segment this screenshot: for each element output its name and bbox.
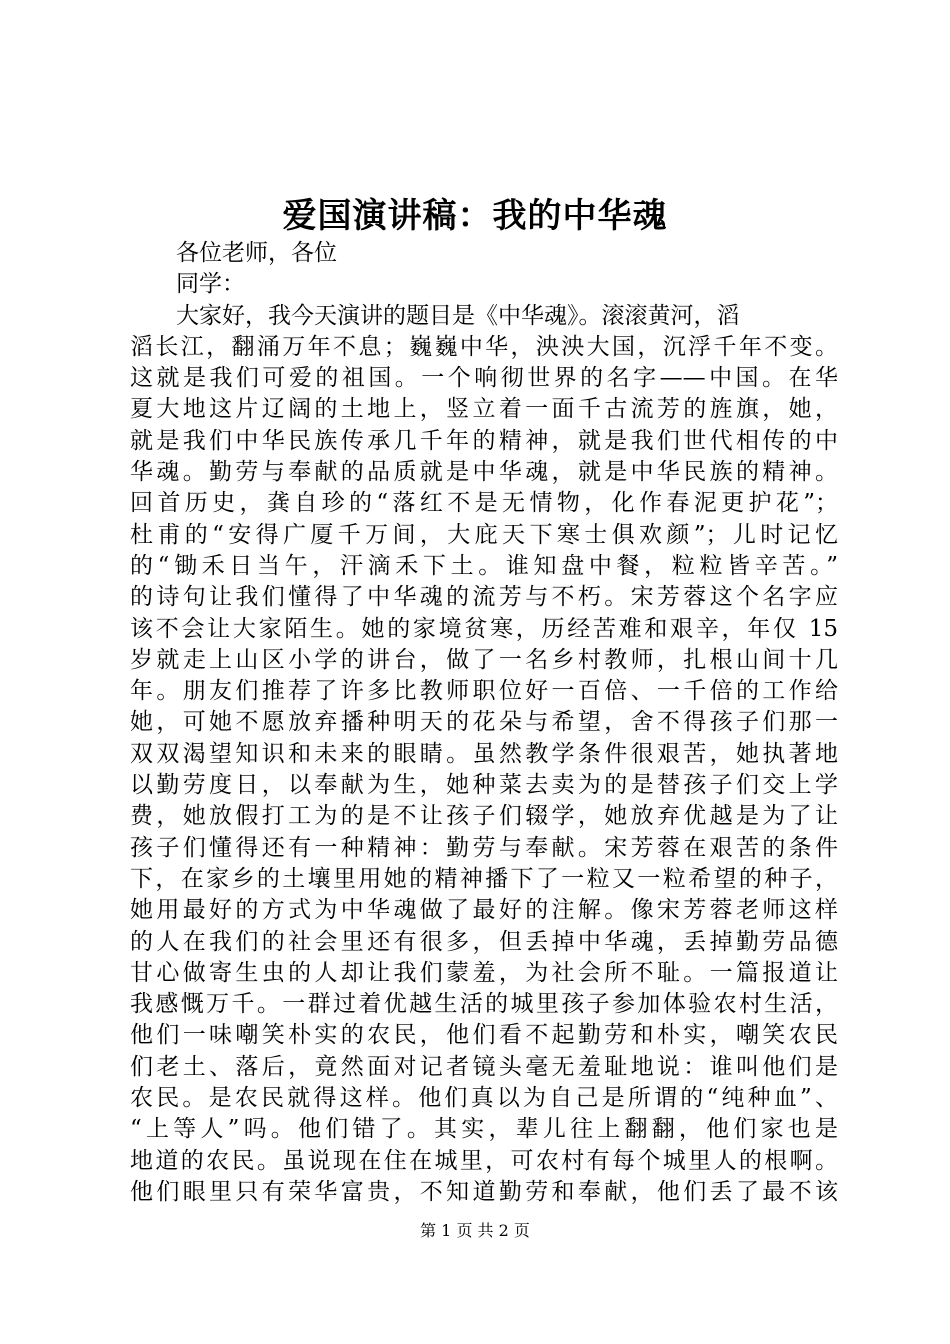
paragraph-line: 就是我们中华民族传承几千年的精神，就是我们世代相传的中 bbox=[130, 427, 838, 454]
paragraph-line: 滔长江，翻涌万年不息；巍巍中华，泱泱大国，沉浮千年不变。 bbox=[130, 333, 838, 360]
paragraph-line: 他们一味嘲笑朴实的农民，他们看不起勤劳和朴实，嘲笑农民 bbox=[130, 1022, 838, 1049]
paragraph-line: 费，她放假打工为的是不让孩子们辍学，她放弃优越是为了让 bbox=[130, 803, 838, 830]
paragraph-line: 孩子们懂得还有一种精神：勤劳与奉献。宋芳蓉在艰苦的条件 bbox=[130, 834, 838, 861]
paragraph-line: 她，可她不愿放弃播种明天的花朵与希望，舍不得孩子们那一 bbox=[130, 709, 838, 736]
paragraph-line: 的人在我们的社会里还有很多，但丢掉中华魂，丢掉勤劳品德 bbox=[130, 928, 838, 955]
paragraph-line: 华魂。勤劳与奉献的品质就是中华魂，就是中华民族的精神。 bbox=[130, 459, 838, 486]
paragraph-line: 地道的农民。虽说现在住在城里，可农村有每个城里人的根啊。 bbox=[130, 1147, 838, 1174]
paragraph-line: 以勤劳度日，以奉献为生，她种菜去卖为的是替孩子们交上学 bbox=[130, 772, 838, 799]
page-title: 爱国演讲稿：我的中华魂 bbox=[282, 196, 668, 236]
paragraph-line: 她用最好的方式为中华魂做了最好的注解。像宋芳蓉老师这样 bbox=[130, 897, 838, 924]
paragraph-line: 他们眼里只有荣华富贵，不知道勤劳和奉献，他们丢了最不该 bbox=[130, 1178, 838, 1205]
paragraph-line: 双双渴望知识和未来的眼睛。虽然教学条件很艰苦，她执著地 bbox=[130, 740, 838, 767]
paragraph-line: 杜甫的“安得广厦千万间，大庇天下寒士俱欢颜”；儿时记忆 bbox=[130, 521, 838, 548]
paragraph-line: 年。朋友们推荐了许多比教师职位好一百倍、一千倍的工作给 bbox=[130, 678, 838, 705]
salutation-line: 同学： bbox=[176, 271, 245, 298]
paragraph-line: 这就是我们可爱的祖国。一个响彻世界的名字——中国。在华 bbox=[130, 365, 838, 392]
page-footer: 第 1 页 共 2 页 bbox=[420, 1221, 530, 1240]
paragraph-line: 甘心做寄生虫的人却让我们蒙羞，为社会所不耻。一篇报道让 bbox=[130, 959, 838, 986]
salutation-line: 各位老师，各位 bbox=[176, 240, 337, 266]
paragraph-line: 该不会让大家陌生。她的家境贫寒，历经苦难和艰辛，年仅 15 bbox=[130, 615, 838, 642]
paragraph-line: 回首历史，龚自珍的“落红不是无情物，化作春泥更护花”； bbox=[130, 490, 838, 517]
paragraph-line: 的“锄禾日当午，汗滴禾下土。谁知盘中餐，粒粒皆辛苦。” bbox=[130, 552, 838, 579]
paragraph-line: 的诗句让我们懂得了中华魂的流芳与不朽。宋芳蓉这个名字应 bbox=[130, 584, 838, 611]
paragraph-line: 下，在家乡的土壤里用她的精神播下了一粒又一粒希望的种子， bbox=[130, 865, 838, 892]
paragraph-line: 们老土、落后，竟然面对记者镜头毫无羞耻地说：谁叫他们是 bbox=[130, 1053, 838, 1080]
paragraph-line: 岁就走上山区小学的讲台，做了一名乡村教师，扎根山间十几 bbox=[130, 646, 838, 673]
paragraph-line: 农民。是农民就得这样。他们真以为自己是所谓的“纯种血”、 bbox=[130, 1085, 838, 1112]
paragraph-line: 夏大地这片辽阔的土地上，竖立着一面千古流芳的旌旗，她， bbox=[130, 396, 838, 423]
paragraph-line: “上等人”吗。他们错了。其实，辈儿往上翻翻，他们家也是 bbox=[130, 1116, 838, 1143]
speech-body bbox=[130, 238, 838, 1208]
paragraph-line: 大家好，我今天演讲的题目是《中华魂》。滚滚黄河，滔 bbox=[176, 302, 740, 329]
paragraph-line: 我感慨万千。一群过着优越生活的城里孩子参加体验农村生活， bbox=[130, 991, 838, 1018]
